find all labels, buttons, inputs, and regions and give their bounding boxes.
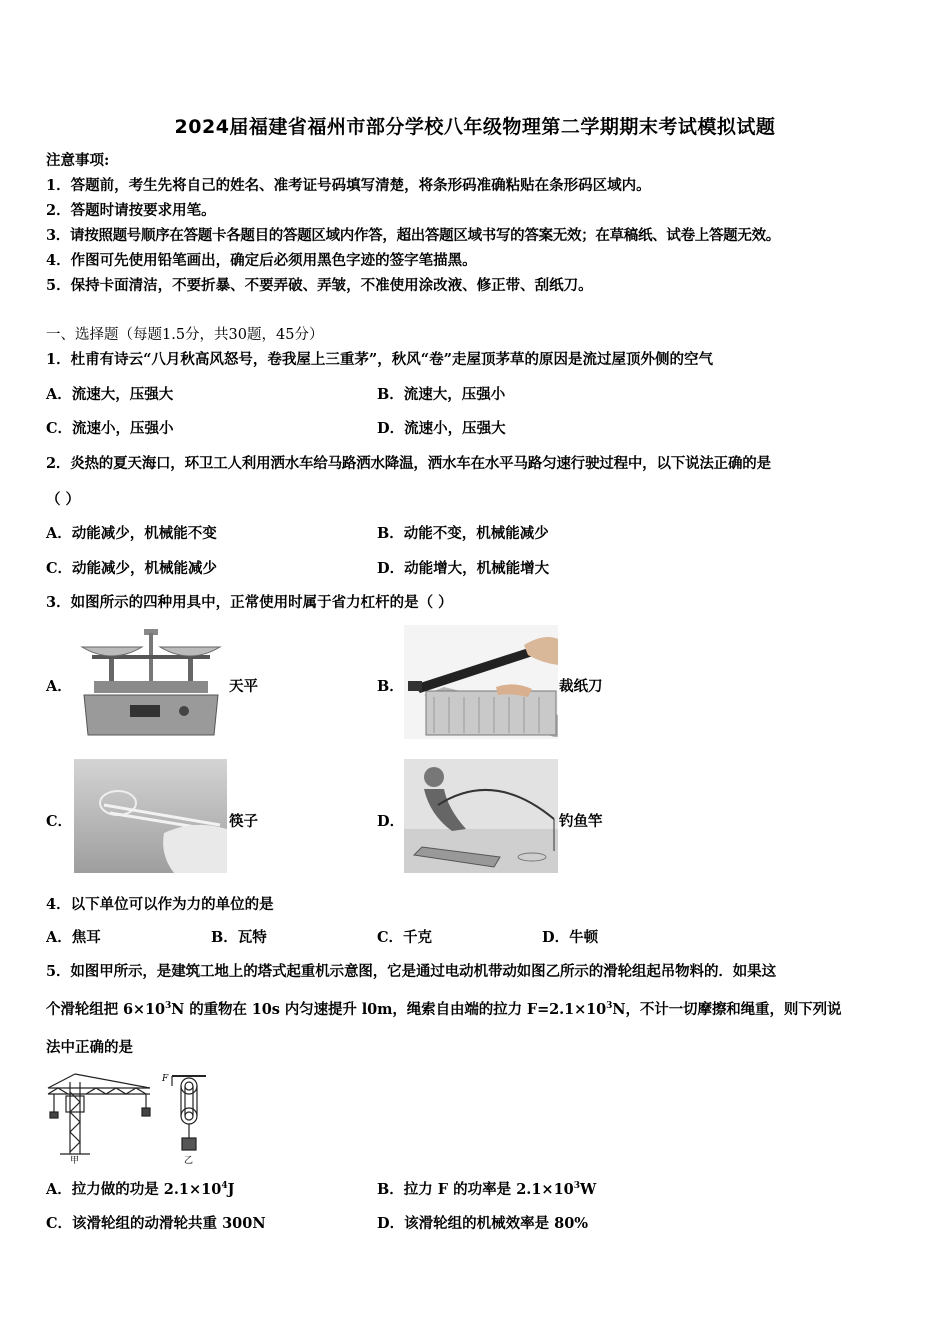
q1-stem: 1．杜甫有诗云“八月秋高风怒号，卷我屋上三重茅”，秋风“卷”走屋顶茅草的原因是流过屋顶外侧的空气 xyxy=(46,351,713,368)
note-item-2: 2．答题时请按要求用笔。 xyxy=(46,202,216,219)
figure-label-jia: 甲 xyxy=(70,1156,80,1166)
q5-option-d[interactable]: D．该滑轮组的机械效率是 80% xyxy=(377,1215,589,1232)
note-item-4: 4．作图可先使用铅笔画出，确定后必须用黑色字迹的签字笔描黑。 xyxy=(46,252,477,269)
q2-stem: 2．炎热的夏天海口，环卫工人利用洒水车给马路洒水降温，洒水车在水平马路匀速行驶过程中，以下说法正确的是 xyxy=(46,455,771,472)
q5-stem-line-1: 5．如图甲所示，是建筑工地上的塔式起重机示意图，它是通过电动机带动如图乙所示的滑轮组起吊物料的．如果这 xyxy=(46,963,776,980)
note-item-5: 5．保持卡面清洁，不要折暴、不要弄破、弄皱，不准使用涂改液、修正带、刮纸刀。 xyxy=(46,277,593,294)
note-item-3: 3．请按照题号顺序在答题卡各题目的答题区域内作答，超出答题区域书写的答案无效；在草稿纸、试卷上答题无效。 xyxy=(46,227,780,244)
q4-stem: 4．以下单位可以作为力的单位的是 xyxy=(46,896,274,913)
q5-option-b[interactable]: B．拉力 F 的功率是 $2.1\times 10^3W$ xyxy=(377,1181,597,1198)
q4-option-a[interactable]: A．焦耳 xyxy=(46,929,101,946)
page-title: 2024届福建省福州市部分学校八年级物理第二学期期末考试模拟试题 xyxy=(174,116,776,138)
q1-option-c[interactable]: C．流速小，压强小 xyxy=(46,420,174,437)
q5-option-c[interactable]: C．该滑轮组的动滑轮共重 300N xyxy=(46,1215,266,1232)
q1-option-a[interactable]: A．流速大，压强大 xyxy=(46,386,174,403)
notes-heading: 注意事项: xyxy=(46,152,110,169)
q4-option-b[interactable]: B．瓦特 xyxy=(211,929,267,946)
q3-option-b-label: 裁纸刀 xyxy=(559,678,603,695)
q2-stem-bracket: （ ） xyxy=(46,491,81,508)
figure-label-yi: 乙 xyxy=(184,1156,194,1166)
q3-option-d-label: 钓鱼竿 xyxy=(559,813,603,830)
q3-option-b-letter[interactable]: B． xyxy=(377,678,404,695)
chopsticks-image[interactable] xyxy=(74,759,227,873)
q3-option-d-letter[interactable]: D． xyxy=(377,813,405,830)
q3-stem: 3．如图所示的四种用具中，正常使用时属于省力杠杆的是（ ） xyxy=(46,594,453,611)
note-item-1: 1．答题前，考生先将自己的姓名、准考证号码填写清楚，将条形码准确粘贴在条形码区域内。 xyxy=(46,177,651,194)
q3-option-c-letter[interactable]: C． xyxy=(46,813,73,830)
q2-option-c[interactable]: C．动能减少，机械能减少 xyxy=(46,560,218,577)
balance-image[interactable] xyxy=(74,625,227,739)
q2-option-a[interactable]: A．动能减少，机械能不变 xyxy=(46,525,217,542)
figure-label-f: F xyxy=(162,1074,169,1084)
q1-option-b[interactable]: B．流速大，压强小 xyxy=(377,386,506,403)
q2-option-d[interactable]: D．动能增大，机械能增大 xyxy=(377,560,550,577)
q3-option-c-label: 筷子 xyxy=(229,813,258,830)
q4-option-d[interactable]: D．牛顿 xyxy=(542,929,599,946)
paper-cutter-image[interactable] xyxy=(404,625,558,739)
q2-option-b[interactable]: B．动能不变，机械能减少 xyxy=(377,525,549,542)
q5-option-a[interactable]: A．拉力做的功是 $2.1\times 10^4J$ xyxy=(46,1181,235,1198)
q4-option-c[interactable]: C．千克 xyxy=(377,929,433,946)
fishing-rod-image[interactable] xyxy=(404,759,558,873)
q3-option-a-label: 天平 xyxy=(229,678,258,695)
q3-option-a-letter[interactable]: A． xyxy=(46,678,72,695)
q5-stem-line-3: 法中正确的是 xyxy=(46,1039,133,1056)
section-heading: 一、选择题（每题1.5分，共30题，45分） xyxy=(46,327,324,343)
crane-pulley-figure xyxy=(46,1072,218,1168)
q5-stem-line-2: 个滑轮组把 $6\times 10^3N$ 的重物在 10s 内匀速提升 l0m，绳索自由端的拉力 $F=2.1\times 10^3N$，不计一切摩擦和绳重，则下列说 xyxy=(46,1001,842,1018)
q1-option-d[interactable]: D．流速小，压强大 xyxy=(377,420,506,437)
